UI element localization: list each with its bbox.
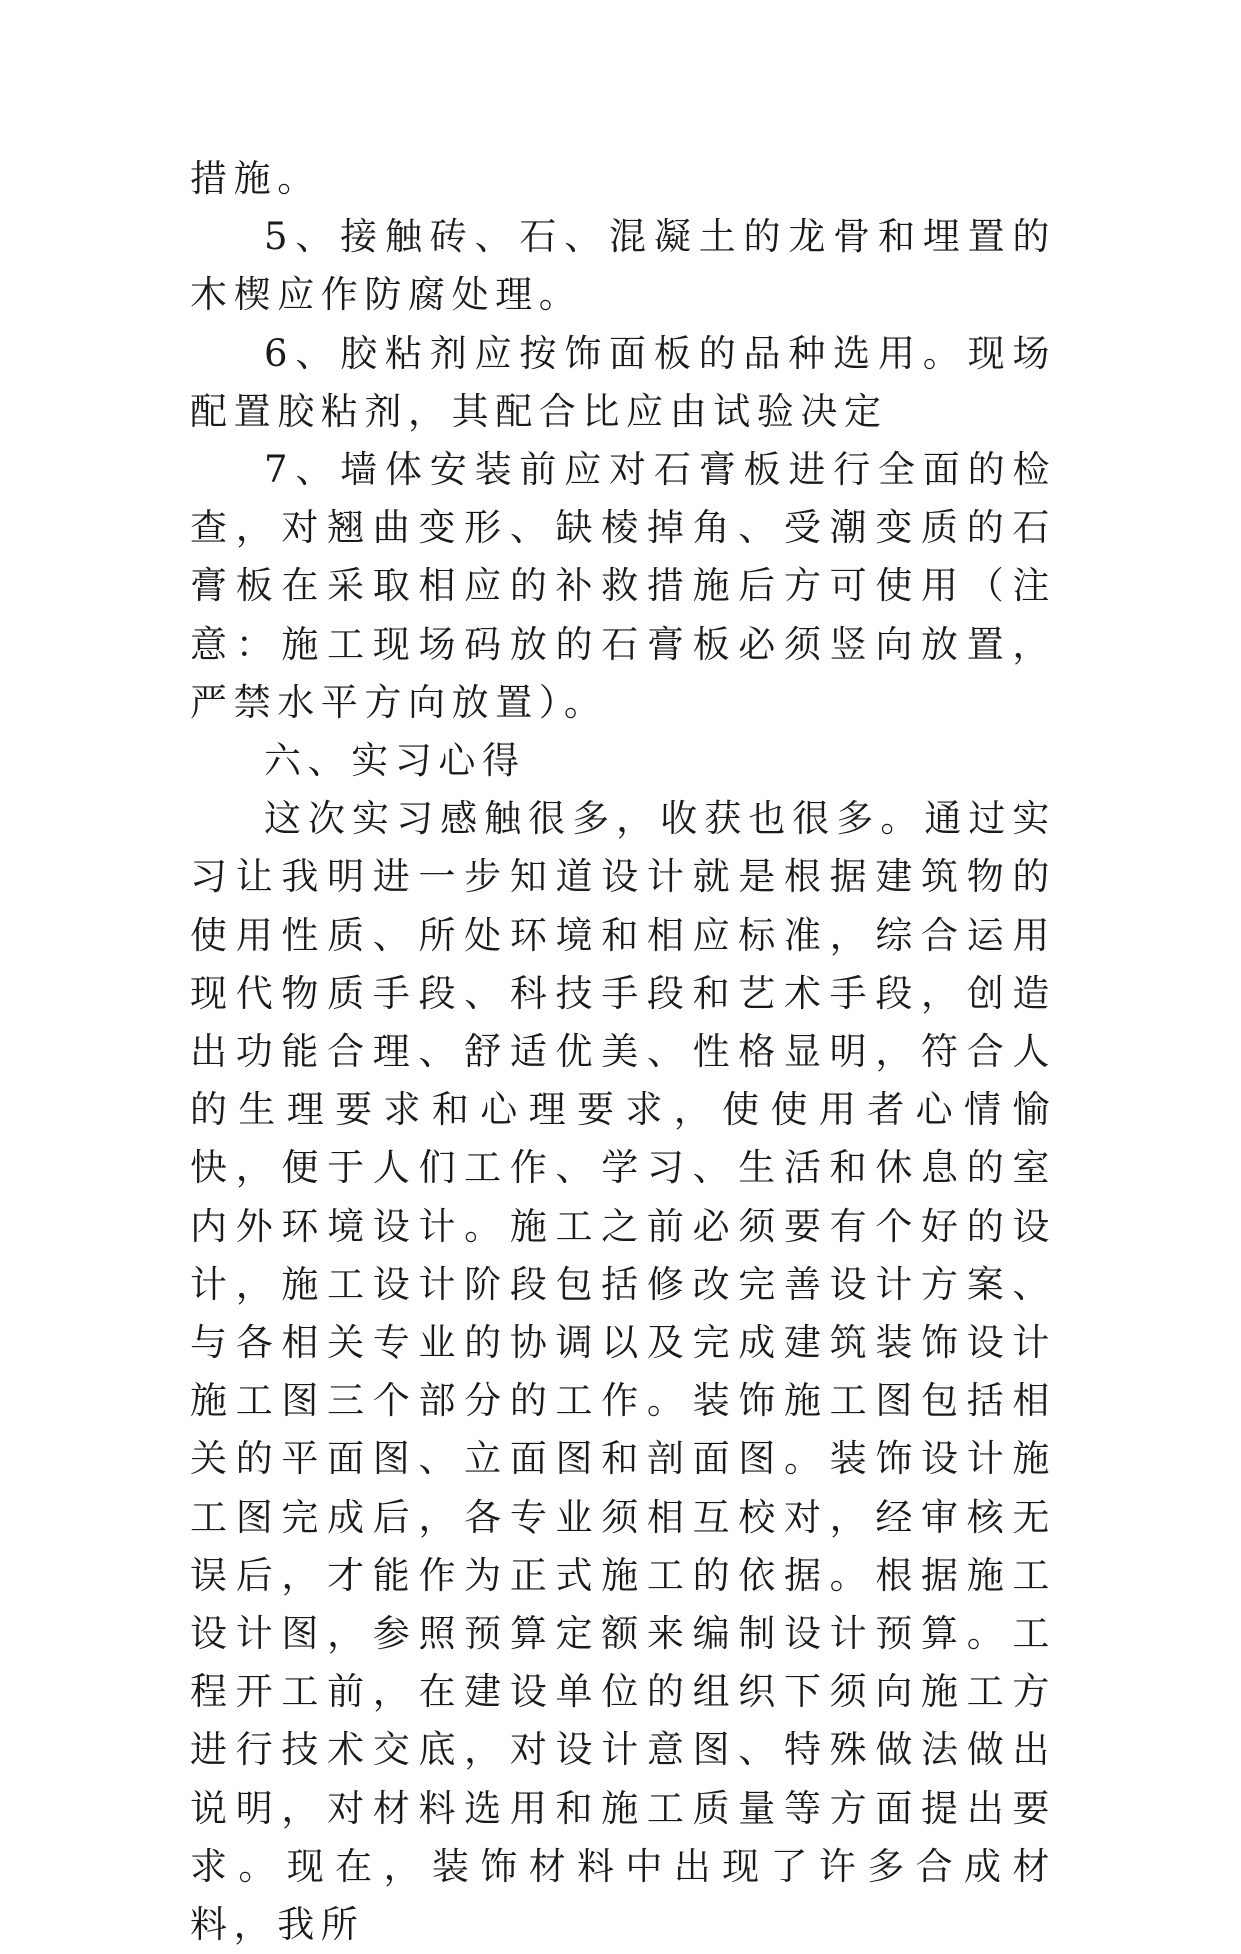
paragraph-item-7: 7、墙体安装前应对石膏板进行全面的检查，对翘曲变形、缺棱掉角、受潮变质的石膏板在采取相应的补救措施后方可使用（注意：施工现场码放的石膏板必须竖向放置，严禁水平方向放置）。 [190, 448, 1056, 724]
paragraph-item-6: 6、胶粘剂应按饰面板的品种选用。现场配置胶粘剂，其配合比应由试验决定 [190, 331, 1056, 433]
paragraph-reflection-body: 这次实习感触很多，收获也很多。通过实习让我明进一步知道设计就是根据建筑物的使用性质、所处环境和相应标准，综合运用现代物质手段、科技手段和艺术手段，创造出功能合理、舒适优美、性格显明，符合人的生理要求和心理要求，使使用者心情愉快，便于人们工作、学习、生活和休息的室内外环境设计。施工之前必须要有个好的设计，施工设计阶段包括修改完善设计方案、与各相关专业的协调以及完成建筑装饰设计施工图三个部分的工作。装饰施工图包括相关的平面图、立面图和剖面图。装饰设计施工图完成后，各专业须相互校对，经审核无误后，才能作为正式施工的依据。根据施工设计图，参照预算定额来编制设计预算。工程开工前，在建设单位的组织下须向施工方进行技术交底，对设计意图、特殊做法做出说明，对材料选用和施工质量等方面提出要求。现在，装饰材料中出现了许多合成材料，我所 [190, 797, 1056, 1947]
paragraph-continuation: 措施。 [190, 157, 321, 200]
paragraph-item-5: 5、接触砖、石、混凝土的龙骨和埋置的木楔应作防腐处理。 [190, 215, 1056, 317]
document-page [190, 150, 1056, 1954]
section-heading-internship-reflection: 六、实习心得 [264, 739, 526, 783]
